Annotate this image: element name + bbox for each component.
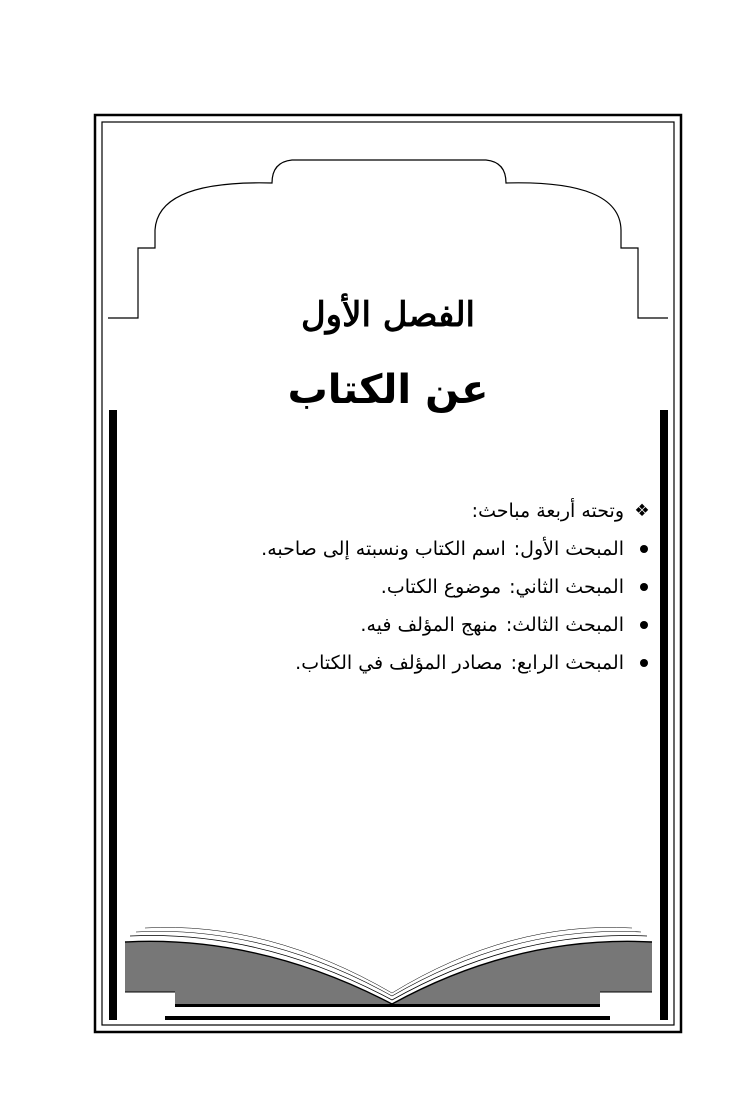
chapter-label: الفصل الأول: [300, 295, 476, 335]
topic-text: منهج المؤلف فيه.: [360, 614, 498, 636]
topic-text: اسم الكتاب ونسبته إلى صاحبه.: [261, 538, 506, 560]
topic-list: [130, 530, 650, 682]
topic-label: المبحث الثالث:: [505, 614, 624, 636]
list-item: [130, 644, 650, 682]
diamond-bullet-icon: ❖: [634, 501, 650, 521]
topic-label: المبحث الأول:: [513, 538, 624, 560]
topic-label: المبحث الرابع:: [510, 652, 624, 674]
left-column: [109, 410, 117, 1020]
right-column: [660, 410, 668, 1020]
bullet-icon: [640, 583, 648, 591]
chapter-contents: [130, 492, 650, 682]
bullet-icon: [640, 545, 648, 553]
contents-intro-text: وتحته أربعة مباحث:: [471, 500, 624, 522]
list-item: [130, 606, 650, 644]
topic-text: موضوع الكتاب.: [380, 576, 502, 598]
bullet-icon: [640, 659, 648, 667]
contents-intro: [130, 492, 650, 530]
topic-label: المبحث الثاني:: [509, 576, 624, 598]
chapter-title: عن الكتاب: [287, 367, 489, 413]
bullet-icon: [640, 621, 648, 629]
list-item: [130, 568, 650, 606]
open-book-ornament: [125, 927, 652, 1020]
topic-text: مصادر المؤلف في الكتاب.: [295, 652, 503, 674]
list-item: [130, 530, 650, 568]
